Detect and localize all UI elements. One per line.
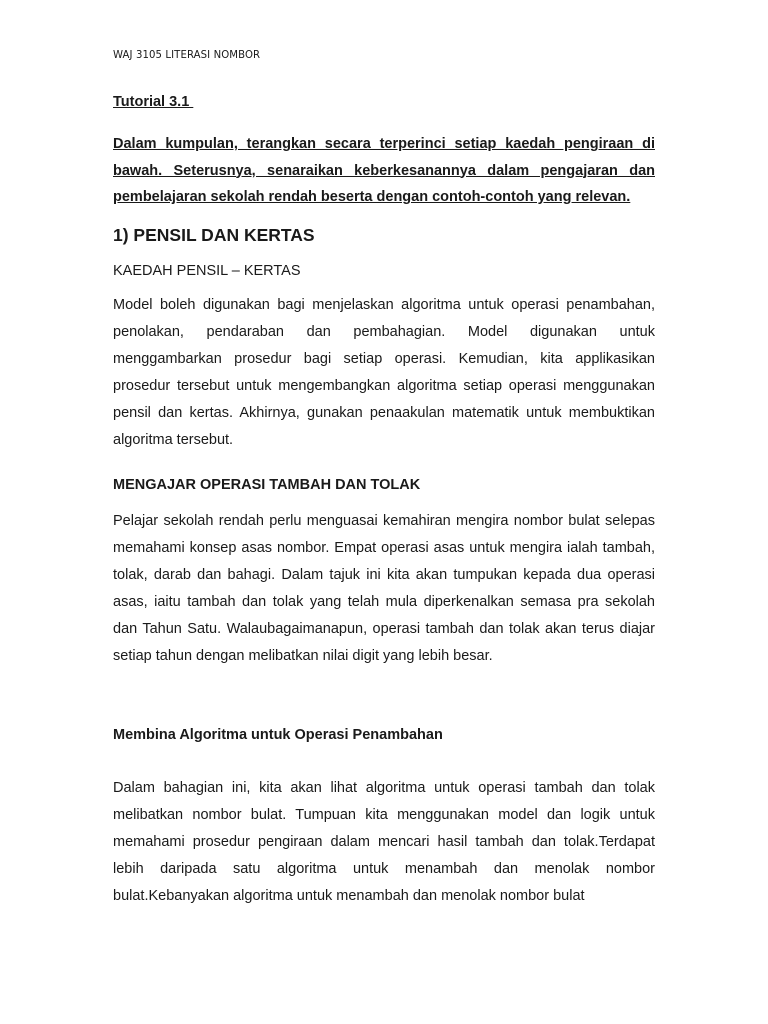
- paragraph-mengajar-operasi: Pelajar sekolah rendah perlu menguasai kemahiran mengira nombor bulat selepas memahami konsep asas nombor. Empat operasi asas untuk mengira ialah tambah, tolak, darab dan bahagi. Dalam tajuk ini kita akan tumpukan kepada dua operasi asas, iaitu tambah dan tolak yang telah mula diperkenalkan semasa pra sekolah dan Tahun Satu. Walaubagaimanapun, operasi tambah dan tolak akan terus diajar setiap tahun dengan melibatkan nilai digit yang lebih besar.: [113, 513, 655, 664]
- paragraph-membina-algoritma: Dalam bahagian ini, kita akan lihat algoritma untuk operasi tambah dan tolak melibatkan nombor bulat. Tumpuan kita menggunakan model dan logik untuk memahami prosedur pengiraan dalam mencari hasil tambah dan tolak.Terdapat lebih daripada satu algoritma untuk menambah dan menolak nombor bulat.Kebanyakan algoritma untuk menambah dan menolak nombor bulat: [113, 780, 655, 904]
- heading-membina-algoritma: Membina Algoritma untuk Operasi Penambahan: [113, 727, 443, 743]
- tutorial-title: Tutorial 3.1: [113, 94, 194, 110]
- tutorial-instruction: Dalam kumpulan, terangkan secara terperinci setiap kaedah pengiraan di bawah. Seterusnya, senaraikan keberkesanannya dalam pengajaran dan pembelajaran sekolah rendah beserta dengan contoh-contoh yang relevan.: [113, 136, 655, 205]
- paragraph-kaedah: Model boleh digunakan bagi menjelaskan algoritma untuk operasi penambahan, penolakan, pendaraban dan pembahagian. Model digunakan untuk menggambarkan prosedur bagi setiap operasi. Kemudian, kita applikasikan prosedur tersebut untuk mengembangkan algoritma setiap operasi menggunakan pensil dan kertas. Akhirnya, gunakan penaakulan matematik untuk membuktikan algoritma tersebut.: [113, 297, 655, 448]
- section-heading-pensil-dan-kertas: 1) PENSIL DAN KERTAS: [113, 225, 315, 245]
- subheading-kaedah-pensil-kertas: KAEDAH PENSIL – KERTAS: [113, 263, 301, 279]
- heading-mengajar-operasi: MENGAJAR OPERASI TAMBAH DAN TOLAK: [113, 477, 421, 493]
- running-header: WAJ 3105 LITERASI NOMBOR: [113, 48, 261, 61]
